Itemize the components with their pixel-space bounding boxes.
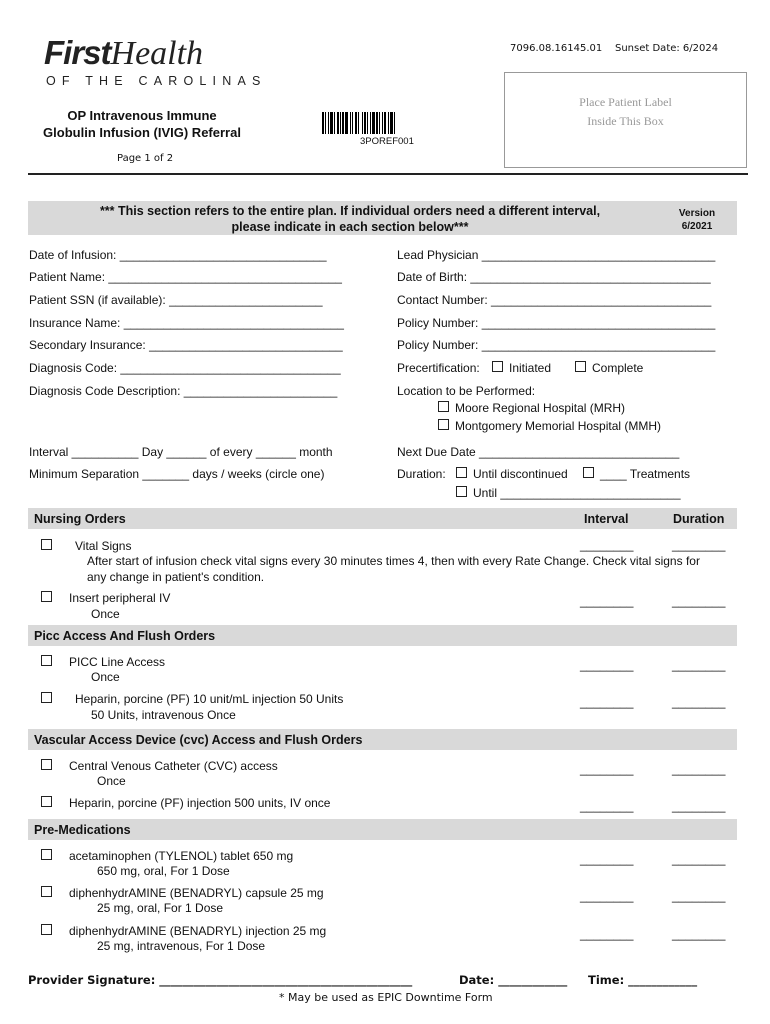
cvc-access-duration-blank[interactable]: ________ [672, 762, 726, 776]
barcode-bar [379, 112, 380, 134]
duration-until-field[interactable]: Until ___________________________ [473, 486, 681, 500]
secondary-insurance-field[interactable]: Secondary Insurance: _____________________________ [29, 338, 343, 352]
form-title-line1: OP Intravenous Immune [67, 108, 217, 123]
barcode-bar [340, 112, 341, 134]
version-date: 6/2021 [681, 221, 713, 232]
peripheral-iv-duration-blank[interactable]: ________ [672, 594, 726, 608]
precert-initiated-label: Initiated [509, 361, 552, 375]
barcode-bar [372, 112, 375, 134]
insurance-name-field[interactable]: Insurance Name: _________________________________ [29, 316, 344, 330]
benadryl-capsule-interval-blank[interactable]: ________ [580, 889, 634, 903]
barcode-bar [325, 112, 326, 134]
form-title [22, 107, 262, 141]
signature-date-field[interactable]: Date: ____________ [459, 973, 568, 987]
banner-line1: *** This section refers to the entire plan. If individual orders need a different interval, [99, 204, 601, 218]
benadryl-capsule-checkbox[interactable] [41, 886, 52, 897]
minimum-separation-field[interactable]: Minimum Separation _______ days / weeks (circle one) [29, 467, 325, 481]
barcode-bar [350, 112, 351, 134]
logo [44, 34, 203, 73]
barcode-bar [390, 112, 393, 134]
tylenol-checkbox[interactable] [41, 849, 52, 860]
peripheral-iv-interval-blank[interactable]: ________ [580, 594, 634, 608]
patient-label-box [504, 72, 747, 168]
logo-subtitle: OF THE CAROLINAS [46, 74, 267, 88]
logo-word-first: First [44, 34, 111, 71]
location-mmh-label: Montgomery Memorial Hospital (MMH) [455, 419, 662, 433]
label-box-line2: Inside This Box [587, 114, 664, 128]
nursing-orders-header [28, 508, 737, 529]
form-code: 7096.08.16145.01 [510, 43, 603, 54]
cvc-access-title: Central Venous Catheter (CVC) access [69, 759, 278, 773]
barcode-bar [394, 112, 395, 134]
vital-signs-desc-2: any change in patient's condition. [87, 570, 265, 584]
tylenol-title: acetaminophen (TYLENOL) tablet 650 mg [69, 849, 294, 863]
tylenol-desc: 650 mg, oral, For 1 Dose [97, 864, 230, 878]
benadryl-injection-checkbox[interactable] [41, 924, 52, 935]
cvc-access-interval-blank[interactable]: ________ [580, 762, 634, 776]
vital-signs-title: Vital Signs [75, 539, 132, 553]
policy-number-field[interactable]: Policy Number: ___________________________________ [397, 316, 716, 330]
picc-access-interval-blank[interactable]: ________ [580, 658, 634, 672]
barcode-bar [322, 112, 324, 134]
barcode-bar [367, 112, 368, 134]
picc-access-duration-blank[interactable]: ________ [672, 658, 726, 672]
vital-signs-interval-blank[interactable]: ________ [580, 538, 634, 552]
premed-section-title: Pre-Medications [34, 823, 131, 837]
heparin-500-title: Heparin, porcine (PF) injection 500 units, IV once [69, 796, 331, 810]
benadryl-capsule-duration-blank[interactable]: ________ [672, 889, 726, 903]
date-of-infusion-field[interactable]: Date of Infusion: _______________________________ [29, 248, 327, 262]
downtime-note: * May be used as EPIC Downtime Form [279, 991, 493, 1004]
benadryl-capsule-title: diphenhydrAMINE (BENADRYL) capsule 25 mg [69, 886, 324, 900]
vital-signs-checkbox[interactable] [41, 539, 52, 550]
precert-initiated-checkbox[interactable] [492, 361, 503, 372]
benadryl-injection-duration-blank[interactable]: ________ [672, 927, 726, 941]
page-number: Page 1 of 2 [117, 153, 174, 164]
picc-access-checkbox[interactable] [41, 655, 52, 666]
duration-column-header: Duration [673, 512, 725, 526]
cvc-access-checkbox[interactable] [41, 759, 52, 770]
barcode-bar [364, 112, 366, 134]
peripheral-iv-title: Insert peripheral IV [69, 591, 171, 605]
barcode-bar [345, 112, 348, 134]
location-label: Location to be Performed: [397, 384, 536, 398]
benadryl-injection-interval-blank[interactable]: ________ [580, 927, 634, 941]
benadryl-injection-title: diphenhydrAMINE (BENADRYL) injection 25 mg [69, 924, 327, 938]
signature-time-field[interactable]: Time: ____________ [588, 973, 698, 987]
plan-banner-text [40, 203, 660, 235]
lead-physician-field[interactable]: Lead Physician ___________________________________ [397, 248, 716, 262]
nursing-orders-title: Nursing Orders [34, 512, 126, 526]
form-title-line2: Globulin Infusion (IVIG) Referral [43, 125, 241, 140]
tylenol-duration-blank[interactable]: ________ [672, 852, 726, 866]
heparin-10-checkbox[interactable] [41, 692, 52, 703]
diagnosis-code-field[interactable]: Diagnosis Code: _________________________________ [29, 361, 341, 375]
picc-access-title: PICC Line Access [69, 655, 166, 669]
barcode-bar [330, 112, 333, 134]
interval-column-header: Interval [584, 512, 629, 526]
version-info [662, 207, 732, 233]
precert-complete-label: Complete [592, 361, 644, 375]
barcode-bar [328, 112, 329, 134]
tylenol-interval-blank[interactable]: ________ [580, 852, 634, 866]
location-mmh-checkbox[interactable] [438, 419, 449, 430]
cvc-access-desc: Once [97, 774, 126, 788]
heparin-500-duration-blank[interactable]: ________ [672, 799, 726, 813]
picc-access-desc: Once [91, 670, 120, 684]
location-mrh-checkbox[interactable] [438, 401, 449, 412]
heparin-10-interval-blank[interactable]: ________ [580, 695, 634, 709]
banner-line2: please indicate in each section below*** [231, 220, 469, 234]
interval-field[interactable]: Interval __________ Day ______ of every ______ month [29, 445, 333, 459]
patient-name-field[interactable]: Patient Name: ___________________________________ [29, 270, 342, 284]
barcode-bar [355, 112, 357, 134]
cvc-section-title: Vascular Access Device (cvc) Access and Flush Orders [34, 733, 363, 747]
version-label: Version [678, 208, 716, 219]
barcode [322, 112, 456, 134]
barcode-bar [334, 112, 335, 134]
precert-complete-checkbox[interactable] [575, 361, 586, 372]
peripheral-iv-checkbox[interactable] [41, 591, 52, 602]
barcode-bar [337, 112, 339, 134]
contact-number-field[interactable]: Contact Number: _________________________________ [397, 293, 712, 307]
duration-until-discontinued-checkbox[interactable] [456, 467, 467, 478]
precert-label: Precertification: [397, 361, 480, 375]
duration-treatments-field[interactable]: ____ Treatments [600, 467, 691, 481]
barcode-bar [370, 112, 371, 134]
barcode-bar [376, 112, 378, 134]
duration-until-checkbox[interactable] [456, 486, 467, 497]
vital-signs-desc: After start of infusion check vital signs every 30 minutes times 4, then with every Rate Change. Check vital signs for [87, 554, 700, 568]
heparin-500-checkbox[interactable] [41, 796, 52, 807]
sunset-date: Sunset Date: 6/2024 [615, 43, 719, 54]
benadryl-capsule-desc: 25 mg, oral, For 1 Dose [97, 901, 224, 915]
diagnosis-description-field[interactable]: Diagnosis Code Description: _______________________ [29, 384, 338, 398]
location-mrh-label: Moore Regional Hospital (MRH) [455, 401, 626, 415]
logo-word-health: Health [110, 35, 204, 72]
date-of-birth-field[interactable]: Date of Birth: ____________________________________ [397, 270, 711, 284]
heparin-500-interval-blank[interactable]: ________ [580, 799, 634, 813]
policy-number-2-field[interactable]: Policy Number: ___________________________________ [397, 338, 716, 352]
barcode-bar [358, 112, 359, 134]
barcode-text: 3POREF001 [360, 136, 414, 147]
heparin-10-duration-blank[interactable]: ________ [672, 695, 726, 709]
heparin-10-desc: 50 Units, intravenous Once [91, 708, 236, 722]
barcode-bar [362, 112, 363, 134]
provider-signature-field[interactable]: Provider Signature: ____________________________________________ [28, 973, 413, 987]
next-due-date-field[interactable]: Next Due Date ______________________________ [397, 445, 680, 459]
peripheral-iv-desc: Once [91, 607, 120, 621]
barcode-bar [384, 112, 386, 134]
barcode-bar [388, 112, 389, 134]
heparin-10-title: Heparin, porcine (PF) 10 unit/mL injection 50 Units [75, 692, 344, 706]
barcode-bar [382, 112, 383, 134]
header-divider [28, 173, 748, 175]
picc-section-title: Picc Access And Flush Orders [34, 629, 216, 643]
duration-until-discontinued-label: Until discontinued [473, 467, 568, 481]
duration-label: Duration: [397, 467, 446, 481]
patient-ssn-field[interactable]: Patient SSN (if available): _______________________ [29, 293, 323, 307]
benadryl-injection-desc: 25 mg, intravenous, For 1 Dose [97, 939, 266, 953]
vital-signs-duration-blank[interactable]: ________ [672, 538, 726, 552]
premed-section-header [28, 819, 737, 840]
label-box-line1: Place Patient Label [579, 95, 672, 109]
barcode-bar [342, 112, 344, 134]
duration-treatments-checkbox[interactable] [583, 467, 594, 478]
barcode-bar [352, 112, 353, 134]
